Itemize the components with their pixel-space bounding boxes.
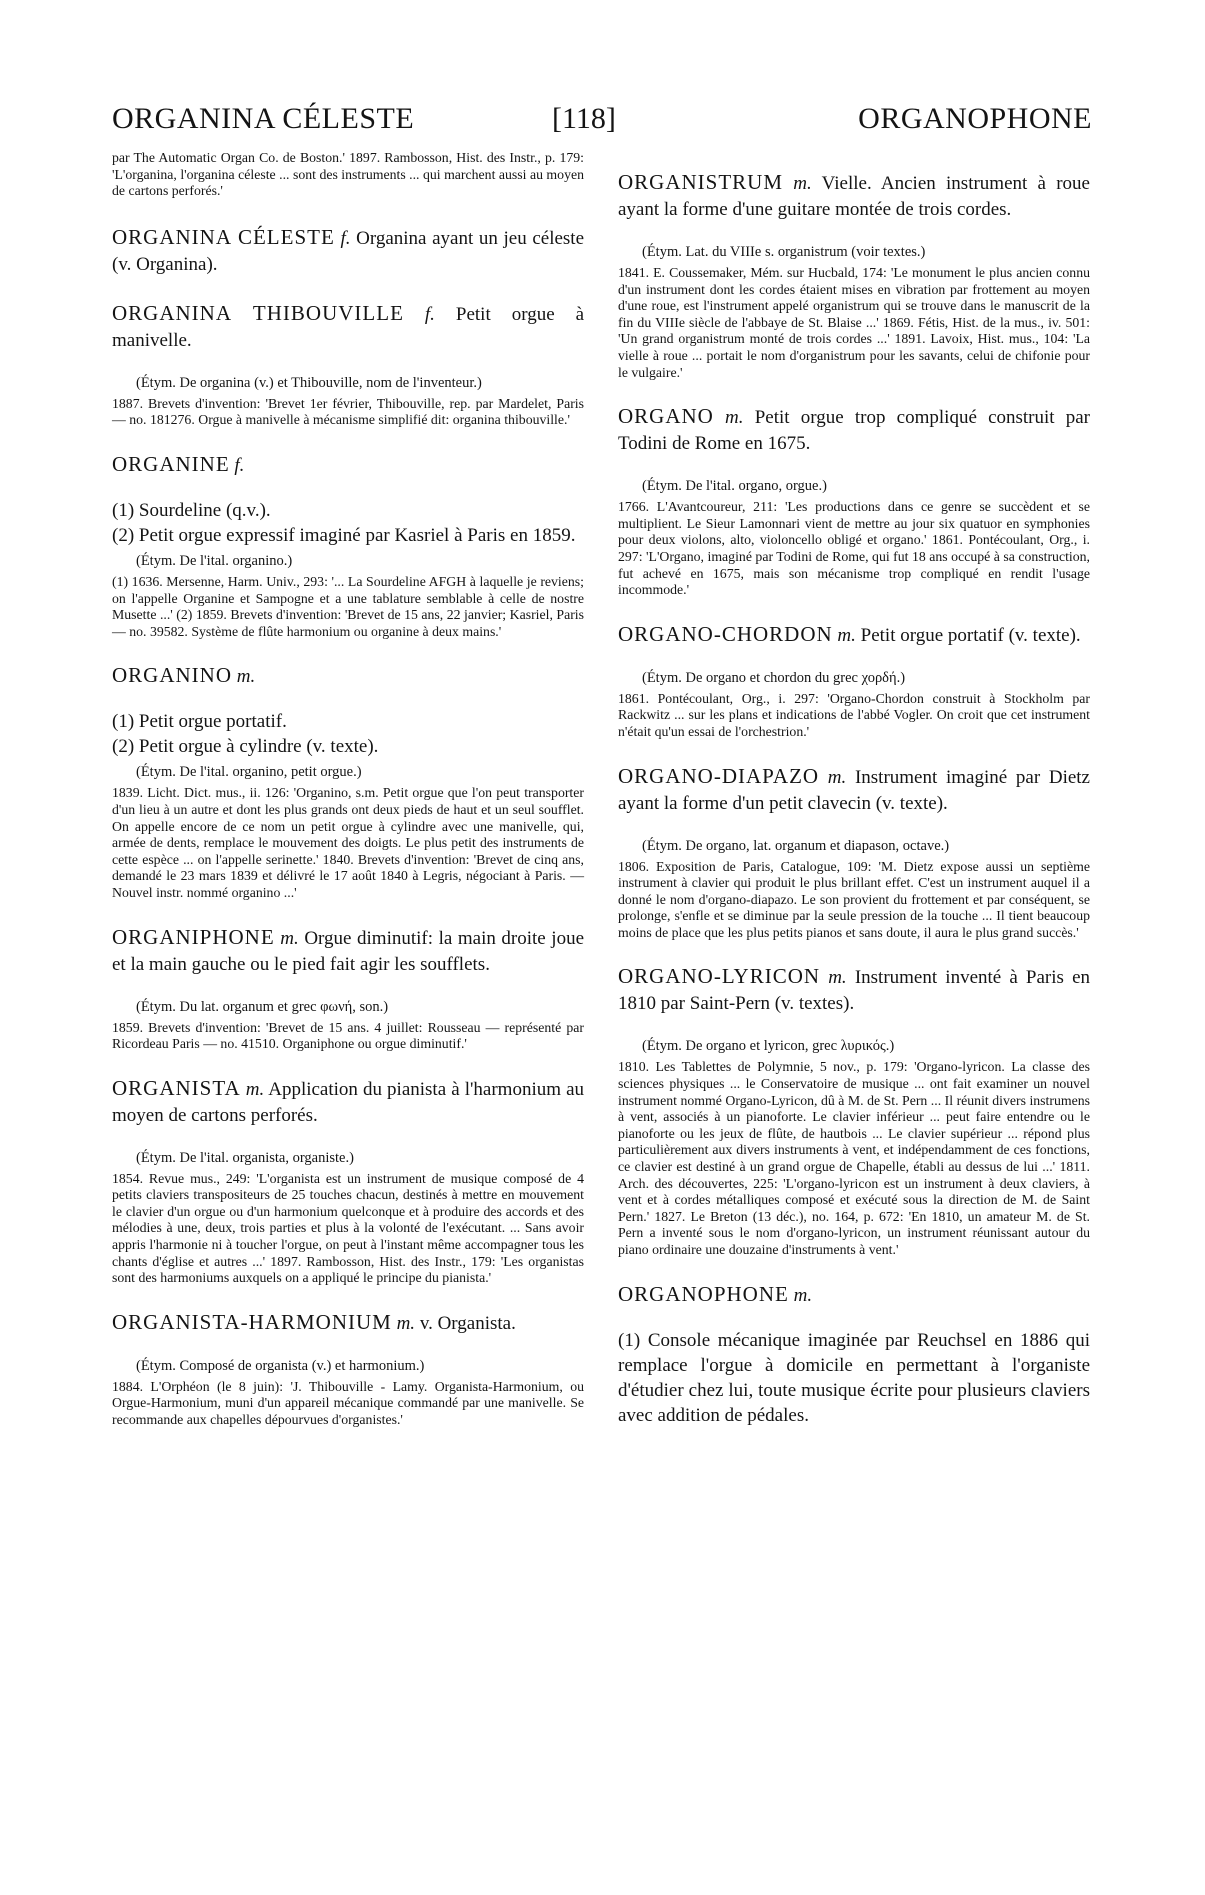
- citations: 1884. L'Orphéon (le 8 juin): 'J. Thibouville - Lamy. Organista-Harmonium, ou Orgue-Harmonium, muni d'un appareil mécanique commandé par une manivelle. Se recommande aux chapelles dépourvues d'organistes.': [112, 1378, 584, 1428]
- entry-headline: [618, 403, 1090, 457]
- entry-headline: [112, 662, 584, 690]
- entry-headline: [618, 963, 1090, 1017]
- running-head-right: ORGANOPHONE: [858, 102, 1092, 135]
- citations: 1861. Pontécoulant, Org., i. 297: 'Organo-Chordon construit à Stockholm par Rackwitz ... sur les plans et indications de l'abbé Vogler. On croit que cet instrument n'était qu'un essai de l'orchestrion.': [618, 690, 1090, 739]
- sense-2: (2) Petit orgue à cylindre (v. texte).: [112, 736, 379, 758]
- headword: ORGANINO: [112, 663, 232, 688]
- citations: 1766. L'Avantcoureur, 211: 'Les productions dans ce genre se succèdent et se multiplient. Le Sieur Lamonnari vient de mettre au jour six quatuor en symphonies pour deux violons, alto, violoncello obligé et organo.' 1861. Pontécoulant, Org., i. 297: 'L'Organo, imaginé par Todini de Rome, qui fut 18 ans occupé à sa construction, fut achevé en 1675, mais son mécanisme trop compliqué en rendit l'usage incommode.': [618, 499, 1090, 598]
- definition: Application du pianista à l'harmonium au moyen de cartons perforés.: [112, 1078, 584, 1126]
- entry-organino: [112, 662, 584, 901]
- citations: 1806. Exposition de Paris, Catalogue, 109: 'M. Dietz expose aussi un septième instrument à clavier qui produit le plus brillant effet. C'est un instrument auquel il a donné le nom d'organo-diapazo. Le son provient du frottement et par conséquent, se prolonge, s'enfle et se diminue par la seule pression de la touche ... Il tient beaucoup moins de place que les plus petits pianos et sans doute, il aura le plus grand succès.': [618, 858, 1090, 940]
- etymology: (Étym. De l'ital. organo, orgue.): [642, 478, 827, 495]
- citations: (1) 1636. Mersenne, Harm. Univ., 293: '... La Sourdeline AFGH à laquelle je reviens; on l'appelle Organine et Sampogne et a une tablature semblable à celle de nostre Musette ...' (2) 1859. Brevets d'invention: 'Brevet de 15 ans, 22 janvier; Kasriel, Paris — no. 39582. Système de flûte harmonium ou organine à deux mains.': [112, 573, 584, 639]
- definition: Petit orgue à manivelle.: [112, 303, 585, 351]
- right-column: [618, 150, 1090, 1450]
- entry-headline: [618, 763, 1090, 817]
- grammatical-label: m.: [280, 927, 299, 949]
- sense-1: (1) Petit orgue portatif.: [112, 711, 287, 733]
- etymology: (Étym. De l'ital. organista, organiste.): [136, 1149, 354, 1166]
- headword: ORGANO-LYRICON: [618, 964, 821, 989]
- running-head-left: ORGANINA CÉLESTE: [112, 102, 415, 135]
- grammatical-label: m.: [837, 624, 856, 646]
- definition: Orgue diminutif: la main droite joue et la main gauche ou le pied fait agir les soufflets.: [112, 927, 585, 975]
- grammatical-label: m.: [725, 407, 744, 429]
- grammatical-label: f.: [234, 454, 245, 476]
- grammatical-label: m.: [245, 1078, 265, 1100]
- continued-citation: par The Automatic Organ Co. de Boston.' 1897. Rambosson, Hist. des Instr., p. 179: 'L'organina, l'organina céleste ... sont des instruments ... qui marchent aussi au moyen de cartons perforés.': [112, 150, 584, 199]
- entry-organo-chordon: [618, 621, 1090, 741]
- definition: Instrument inventé à Paris en 1810 par Saint-Pern (v. textes).: [618, 967, 1090, 1015]
- definition: Instrument imaginé par Dietz ayant la forme d'un petit clavecin (v. texte).: [618, 766, 1090, 814]
- headword: ORGANINE: [112, 451, 230, 476]
- entry-organo-lyricon: [618, 963, 1090, 1258]
- grammatical-label: m.: [793, 173, 812, 194]
- sense-1: (1) Sourdeline (q.v.).: [112, 499, 271, 521]
- headword: ORGANINA CÉLESTE: [112, 224, 335, 249]
- citations: 1887. Brevets d'invention: 'Brevet 1er février, Thibouville, rep. par Mardelet, Paris — no. 181276. Orgue à manivelle à mécanisme simplifié dit: organina thibouville.': [112, 395, 584, 428]
- citations: 1810. Les Tablettes de Polymnie, 5 nov., p. 179: 'Organo-lyricon. La classe des sciences physiques ... le Conservatoire de musique ... ont fait examiner un nouvel instrument nommé Organo-Lyricon, dû à M. de St. Pern ... Il réunit divers instrumens à vent, associés à un pianoforte. Le clavier inférieur ... peut faire entendre ou le pianoforte ou les jeux de flûte, de hautbois ... Le clavier supérieur ... répond plus particulièrement aux divers instruments à vent, et indépendamment de ces fonctions, ce clavier est destiné à un grand orgue de Chapelle, établi au dessus de lui ...' 1811. Arch. des découvertes, 225: 'L'organo-lyricon est un instrument à deux claviers, à vent et à cordes métalliques composé et exécuté sous la direction de M. de Saint Pern.' 1827. Le Breton (13 déc.), no. 164, p. 672: 'En 1810, un amateur M. de St. Pern a inventé sous le nom d'organo-lyricon, un instrument réunissant autour du piano ordinaire une douzaine d'instruments à vent.': [618, 1059, 1090, 1257]
- entry-organista-harmonium: [112, 1309, 584, 1429]
- entry-headline: [112, 300, 584, 354]
- entry-headline: [618, 621, 1090, 649]
- etymology: (Étym. De organo et chordon du grec χορδή.): [642, 669, 906, 686]
- sense-1: (1) Console mécanique imaginée par Reuchsel en 1886 qui remplace l'orgue à domicile en permettant à l'organiste d'étudier chez lui, toute musique écrite pour plusieurs claviers avec addition de pédales.: [618, 1329, 1090, 1426]
- running-head: [112, 102, 1092, 148]
- citations: 1859. Brevets d'invention: 'Brevet de 15 ans. 4 juillet: Rousseau — représenté par Ricordeau Paris — no. 41510. Organiphone ou orgue diminutif.': [112, 1019, 584, 1052]
- grammatical-label: f.: [424, 303, 435, 325]
- headword: ORGANOPHONE: [618, 1281, 789, 1306]
- grammatical-label: m.: [828, 967, 847, 989]
- entry-headline: [112, 451, 584, 479]
- definition: v. Organista.: [419, 1312, 516, 1334]
- etymology: (Étym. De l'ital. organino.): [136, 552, 293, 569]
- entry-organophone: [618, 1281, 1090, 1428]
- entry-organiphone: [112, 924, 584, 1053]
- grammatical-label: m.: [236, 666, 256, 688]
- citations: 1841. E. Coussemaker, Mém. sur Hucbald, 174: 'Le monument le plus ancien connu d'un instrument dont les cordes étaient mises en vibration par frottement au moyen d'une roue, est l'instrument appelé organistrum qui se trouve dans le manuscrit de la fin du VIIIe siècle de l'abbaye de St. Blaise ...' 1869. Fétis, Hist. de la mus., iv. 501: 'Un grand organistrum monté de trois cordes ...' 1891. Lavoix, Hist. mus., 104: 'La vielle à roue ... portait le nom d'organistrum pour les savants, celui de chifonie pour le vulgaire.': [618, 265, 1090, 380]
- entry-headline: [112, 924, 584, 978]
- headword: ORGANISTRUM: [618, 170, 784, 194]
- entry-organina-thibouville: [112, 300, 584, 429]
- entry-organo: [618, 403, 1090, 599]
- definition: Petit orgue trop compliqué construit par Todini de Rome en 1675.: [618, 407, 1091, 455]
- etymology: (Étym. De organo et lyricon, grec λυρικός.): [642, 1038, 895, 1055]
- entry-headline: [618, 1281, 1090, 1309]
- etymology: (Étym. Du lat. organum et grec φωνή, son.): [136, 998, 389, 1015]
- etymology: (Étym. De organina (v.) et Thibouville, nom de l'inventeur.): [136, 374, 482, 391]
- entry-headline: [618, 169, 1090, 223]
- sense-2: (2) Petit orgue expressif imaginé par Kasriel à Paris en 1859.: [112, 524, 576, 546]
- grammatical-label: m.: [793, 1284, 813, 1306]
- headword: ORGANISTA-HARMONIUM: [112, 1309, 392, 1334]
- citations: 1854. Revue mus., 249: 'L'organista est un instrument de musique composé de 4 petits claviers transpositeurs de 25 touches chacun, destinés à mettre en mouvement le clavier d'un orgue ou d'un harmonium quelconque et à produire des accords et des mélodies à une, deux, trois parties et plus à la volonté de l'exécutant. ... Sans avoir appris l'harmonie ni à toucher l'orgue, on peut à l'instant même accompagner tous les chants d'église et autres ...' 1897. Rambosson, Hist. des Instr., 179: 'Les organistas sont des harmoniums auxquels on a appliqué le principe du pianista.': [112, 1170, 584, 1286]
- entry-organine: [112, 451, 584, 640]
- definition: Petit orgue portatif (v. texte).: [860, 624, 1081, 646]
- entry-headline: [112, 224, 584, 278]
- left-column: [112, 150, 584, 1451]
- headword: ORGANO: [618, 404, 714, 429]
- entry-organina-celeste: [112, 224, 584, 278]
- grammatical-label: m.: [827, 766, 847, 788]
- grammatical-label: f.: [340, 227, 351, 249]
- definition: Vielle. Ancien instrument à roue ayant la forme d'une guitare montée de trois cordes.: [618, 173, 1090, 220]
- entry-organo-diapazo: [618, 763, 1090, 942]
- definition: Organina ayant un jeu céleste (v. Organina).: [112, 227, 585, 275]
- entry-organista: [112, 1075, 584, 1287]
- headword: ORGANIPHONE: [112, 924, 275, 949]
- headword: ORGANO-CHORDON: [618, 621, 833, 646]
- citations: 1839. Licht. Dict. mus., ii. 126: 'Organino, s.m. Petit orgue que l'on peut transporter d'un lieu à un autre et dont les plus grands ont deux pieds de haut et un seul soufflet. On appelle encore de ce nom un petit orgue à cylindre avec une manivelle, qui, armée de dents, remplace le mouvement des doigts. Le plus petit des instruments de cette espèce ... on l'appelle serinette.' 1840. Brevets d'invention: 'Brevet de cinq ans, demandé le 23 mars 1839 et délivré le 17 août 1840 à Legris, négociant à Paris. — Nouvel instr. nommé organino ...': [112, 785, 584, 900]
- etymology: (Étym. De l'ital. organino, petit orgue.): [136, 764, 362, 781]
- etymology: (Étym. De organo, lat. organum et diapason, octave.): [642, 837, 950, 854]
- page-number: [118]: [552, 102, 616, 135]
- headword: ORGANINA THIBOUVILLE: [112, 300, 404, 325]
- grammatical-label: m.: [396, 1312, 416, 1334]
- entry-organistrum: [618, 169, 1090, 381]
- headword: ORGANO-DIAPAZO: [618, 763, 820, 788]
- entry-headline: [112, 1075, 584, 1129]
- etymology: (Étym. Lat. du VIIIe s. organistrum (voir textes.): [642, 244, 926, 260]
- entry-headline: [112, 1309, 584, 1337]
- headword: ORGANISTA: [112, 1075, 241, 1100]
- etymology: (Étym. Composé de organista (v.) et harmonium.): [136, 1357, 425, 1374]
